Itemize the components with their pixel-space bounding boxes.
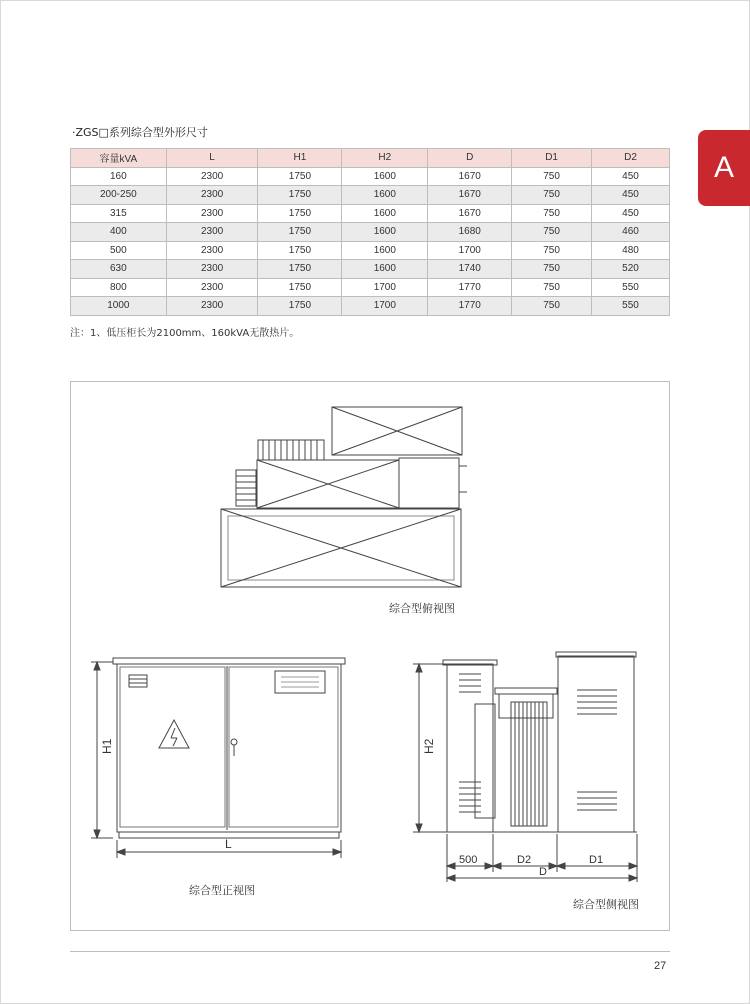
front-view-roof [113,658,345,664]
dimension-label-500: 500 [459,854,478,866]
table-cell: 2300 [166,241,258,260]
section-tab: A [698,130,750,206]
footer-divider [70,951,670,952]
caption-side-view: 综合型侧视图 [573,898,639,911]
radiator-fins-upper [258,440,324,460]
table-cell: 315 [71,204,167,223]
caption-top-view: 综合型俯视图 [389,602,455,615]
table-cell: 1770 [428,278,512,297]
table-cell: 1670 [428,167,512,186]
dimension-label-d2: D2 [517,854,532,866]
table-cell: 1740 [428,260,512,279]
table-cell: 750 [512,241,592,260]
table-row [71,260,670,279]
table-cell: 750 [512,297,592,316]
table-cell: 1600 [342,167,428,186]
table-cell: 460 [592,223,670,242]
table-cell: 1750 [258,260,342,279]
top-view-drawing [221,407,467,587]
dimension-label-h2: H2 [422,738,436,754]
table-cell: 480 [592,241,670,260]
table-cell: 450 [592,204,670,223]
front-view-drawing [91,658,345,858]
dimension-label-l: L [225,837,232,851]
section-title: ·ZGS□系列综合型外形尺寸 [72,126,208,139]
table-cell: 1700 [342,297,428,316]
table-header-row [71,149,670,168]
top-view-side-compartment [399,458,459,508]
table-header-cell: H2 [342,149,428,168]
table-cell: 2300 [166,186,258,205]
table-cell: 1700 [428,241,512,260]
side-view-left-cabinet [447,664,493,832]
table-cell: 550 [592,297,670,316]
table-cell: 750 [512,204,592,223]
table-cell: 630 [71,260,167,279]
side-view-right-cabinet [558,656,634,832]
table-cell: 1750 [258,204,342,223]
table-cell: 750 [512,167,592,186]
table-cell: 1680 [428,223,512,242]
table-cell: 160 [71,167,167,186]
table-row [71,186,670,205]
page-number: 27 [654,960,667,972]
table-cell: 2300 [166,278,258,297]
table-row [71,223,670,242]
dimension-label-d: D [539,866,547,878]
table-row [71,241,670,260]
table-cell: 1750 [258,223,342,242]
table-cell: 2300 [166,223,258,242]
side-view-drawing [413,652,637,882]
door-handle-icon [231,739,237,745]
table-cell: 500 [71,241,167,260]
table-cell: 2300 [166,260,258,279]
technical-drawing [71,382,669,930]
table-cell: 1600 [342,204,428,223]
table-cell: 1600 [342,241,428,260]
table-header-cell: D [428,149,512,168]
table-note: 注：1、低压柜长为2100mm、160kVA无散热片。 [70,328,300,339]
table-cell: 2300 [166,297,258,316]
table-cell: 1750 [258,278,342,297]
table-cell: 750 [512,260,592,279]
table-cell: 1750 [258,241,342,260]
table-cell: 400 [71,223,167,242]
drawing-panel [70,381,670,931]
table-cell: 200-250 [71,186,167,205]
dimension-label-d1: D1 [589,854,604,866]
table-cell: 2300 [166,167,258,186]
table-cell: 1000 [71,297,167,316]
table-cell: 550 [592,278,670,297]
table-cell: 1770 [428,297,512,316]
table-cell: 750 [512,186,592,205]
table-header-cell: 容量kVA [71,149,167,168]
table-cell: 450 [592,186,670,205]
caption-front-view: 综合型正视图 [189,884,255,897]
table-header-cell: H1 [258,149,342,168]
table-cell: 1750 [258,167,342,186]
table-row [71,167,670,186]
table-cell: 2300 [166,204,258,223]
table-cell: 750 [512,278,592,297]
table-cell: 1670 [428,186,512,205]
table-cell: 750 [512,223,592,242]
dimension-label-h1: H1 [100,738,114,754]
table-cell: 520 [592,260,670,279]
table-header-cell: D1 [512,149,592,168]
table-cell: 1700 [342,278,428,297]
table-row [71,204,670,223]
vent-icon [129,675,147,687]
table-cell: 800 [71,278,167,297]
dimension-table [70,148,670,316]
table-cell: 1670 [428,204,512,223]
table-cell: 1750 [258,297,342,316]
table-header-cell: D2 [592,149,670,168]
table-cell: 1600 [342,186,428,205]
table-cell: 1750 [258,186,342,205]
table-row [71,278,670,297]
table-header-cell: L [166,149,258,168]
table-cell: 450 [592,167,670,186]
table-row [71,297,670,316]
table-cell: 1600 [342,223,428,242]
side-view-transformer-panel [475,704,495,818]
table-cell: 1600 [342,260,428,279]
radiator-fins-side-view [511,702,547,826]
